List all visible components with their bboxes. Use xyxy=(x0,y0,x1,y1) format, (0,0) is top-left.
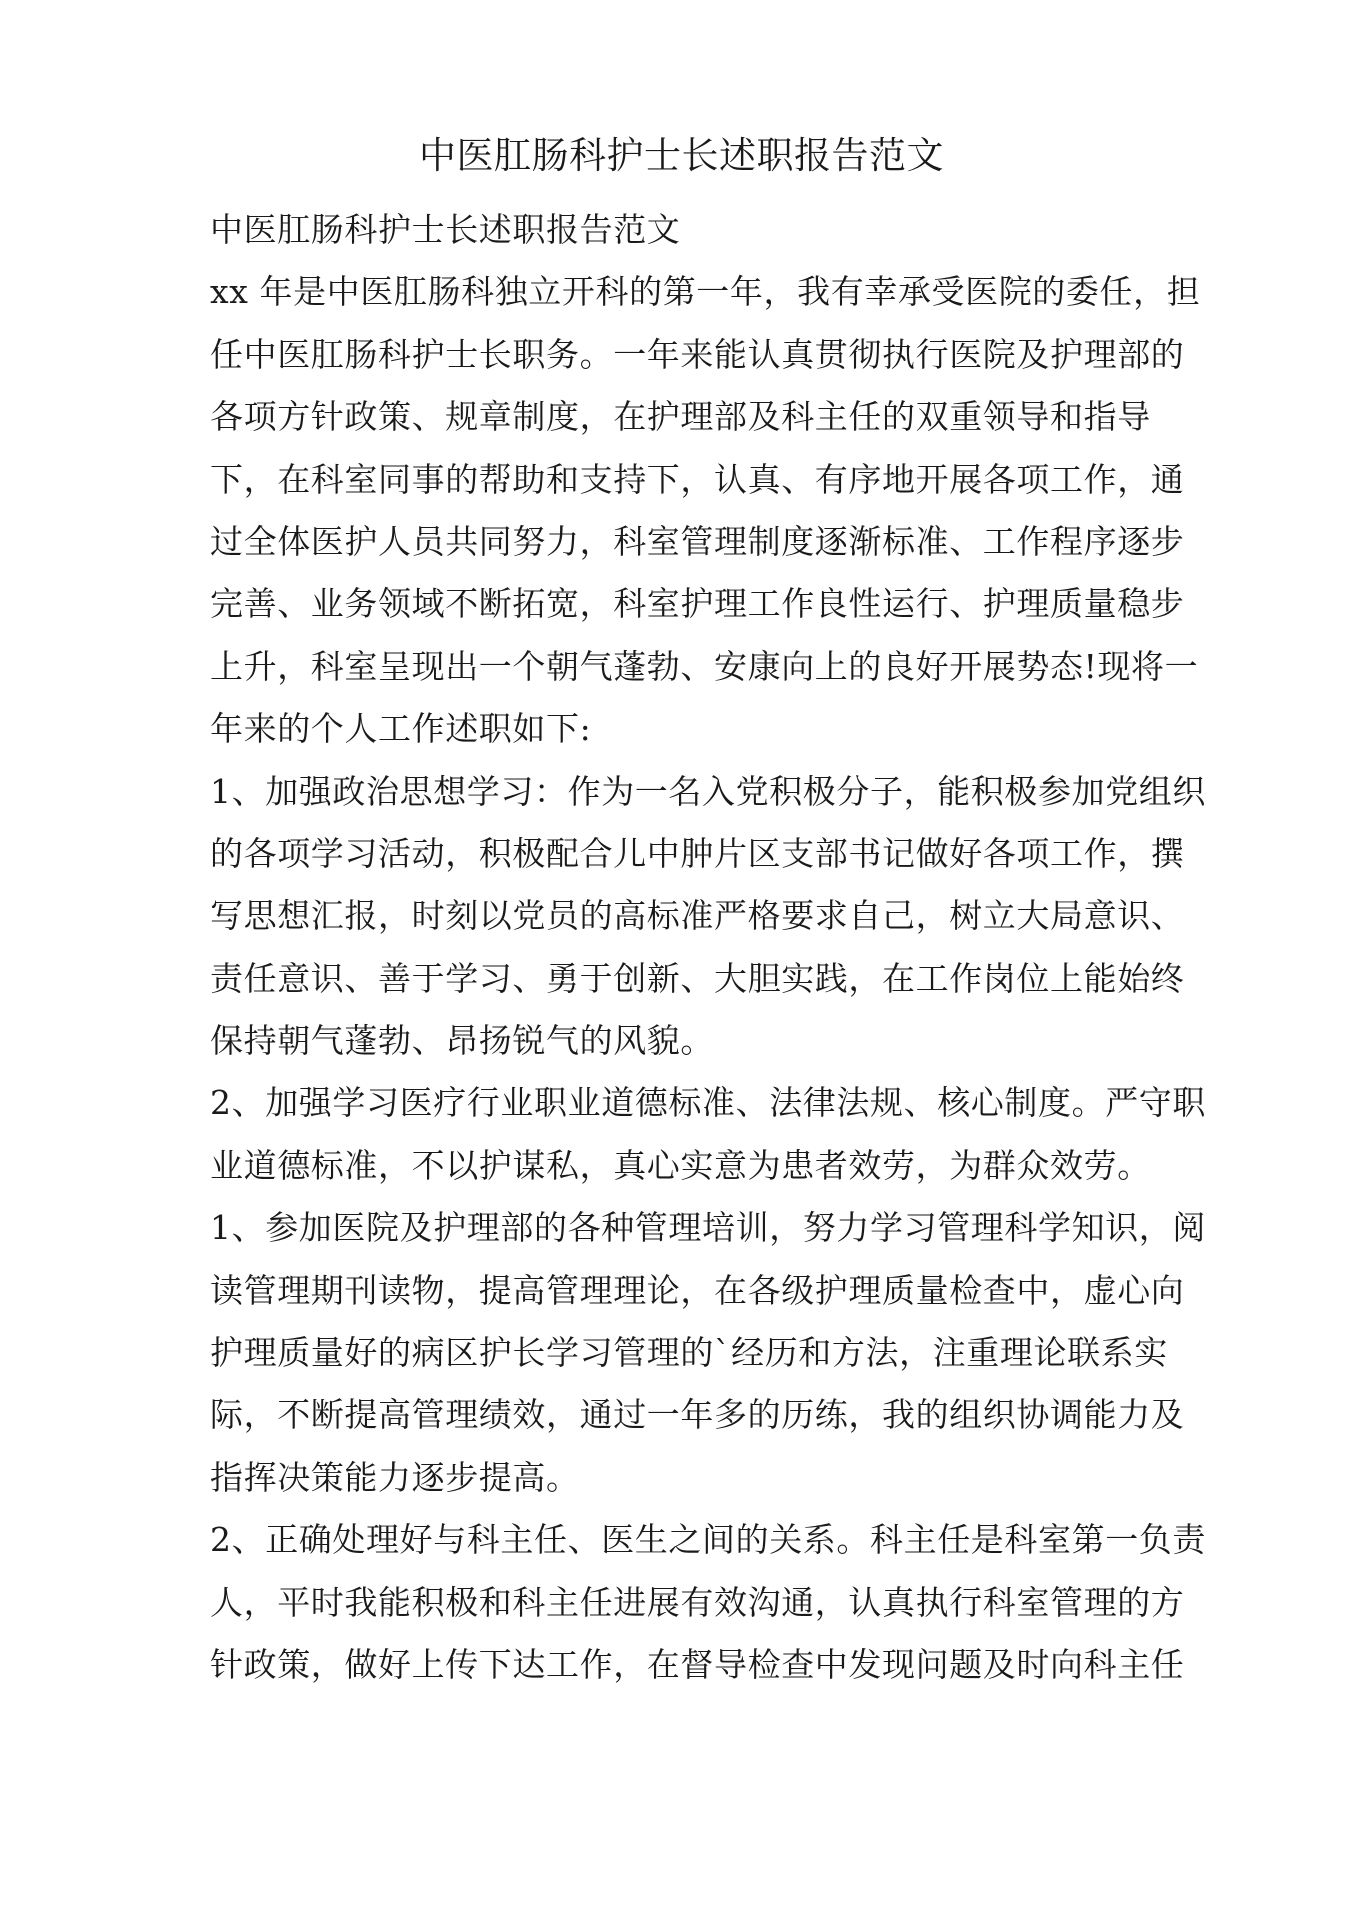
text-line: 写思想汇报，时刻以党员的高标准严格要求自己，树立大局意识、 xyxy=(210,896,1185,936)
text-line: 针政策，做好上传下达工作，在督导检查中发现问题及时向科主任 xyxy=(210,1644,1185,1684)
text-line: 保持朝气蓬勃、昂扬锐气的风貌。 xyxy=(210,1021,714,1061)
text-line: 的各项学习活动，积极配合儿中肿片区支部书记做好各项工作，撰 xyxy=(210,833,1185,873)
text-line: 过全体医护人员共同努力，科室管理制度逐渐标准、工作程序逐步 xyxy=(210,521,1185,561)
text-line: 2、正确处理好与科主任、医生之间的关系。科主任是科室第一负责 xyxy=(210,1520,1206,1560)
text-line: 指挥决策能力逐步提高。 xyxy=(210,1457,580,1497)
text-line: 人，平时我能积极和科主任进展有效沟通，认真执行科室管理的方 xyxy=(210,1582,1185,1622)
text-line: 任中医肛肠科护士长职务。一年来能认真贯彻执行医院及护理部的 xyxy=(210,334,1185,374)
text-line: 际，不断提高管理绩效，通过一年多的历练，我的组织协调能力及 xyxy=(210,1395,1185,1435)
text-line: 1、加强政治思想学习：作为一名入党积极分子，能积极参加党组织 xyxy=(210,771,1206,811)
text-line: 各项方针政策、规章制度，在护理部及科主任的双重领导和指导 xyxy=(210,397,1151,437)
text-line: 责任意识、善于学习、勇于创新、大胆实践，在工作岗位上能始终 xyxy=(210,958,1185,998)
text-line: 业道德标准，不以护谋私，真心实意为患者效劳，为群众效劳。 xyxy=(210,1145,1151,1185)
text-line: 读管理期刊读物，提高管理理论，在各级护理质量检查中，虚心向 xyxy=(210,1270,1185,1310)
text-line-subtitle: 中医肛肠科护士长述职报告范文 xyxy=(210,210,681,249)
text-line: 护理质量好的病区护长学习管理的`经历和方法，注重理论联系实 xyxy=(210,1333,1168,1373)
document-title: 中医肛肠科护士长述职报告范文 xyxy=(419,134,944,177)
text-line: 1、参加医院及护理部的各种管理培训，努力学习管理科学知识，阅 xyxy=(210,1208,1206,1248)
text-line: 完善、业务领域不断拓宽，科室护理工作良性运行、护理质量稳步 xyxy=(210,584,1185,624)
text-line: 年来的个人工作述职如下: xyxy=(210,709,592,749)
text-line: 上升，科室呈现出一个朝气蓬勃、安康向上的良好开展势态!现将一 xyxy=(210,646,1199,686)
document-body xyxy=(210,199,1206,1696)
text-line: 下，在科室同事的帮助和支持下，认真、有序地开展各项工作，通 xyxy=(210,459,1185,499)
text-line: 2、加强学习医疗行业职业道德标准、法律法规、核心制度。严守职 xyxy=(210,1083,1206,1123)
text-line: xx 年是中医肛肠科独立开科的第一年，我有幸承受医院的委任，担 xyxy=(210,272,1201,312)
